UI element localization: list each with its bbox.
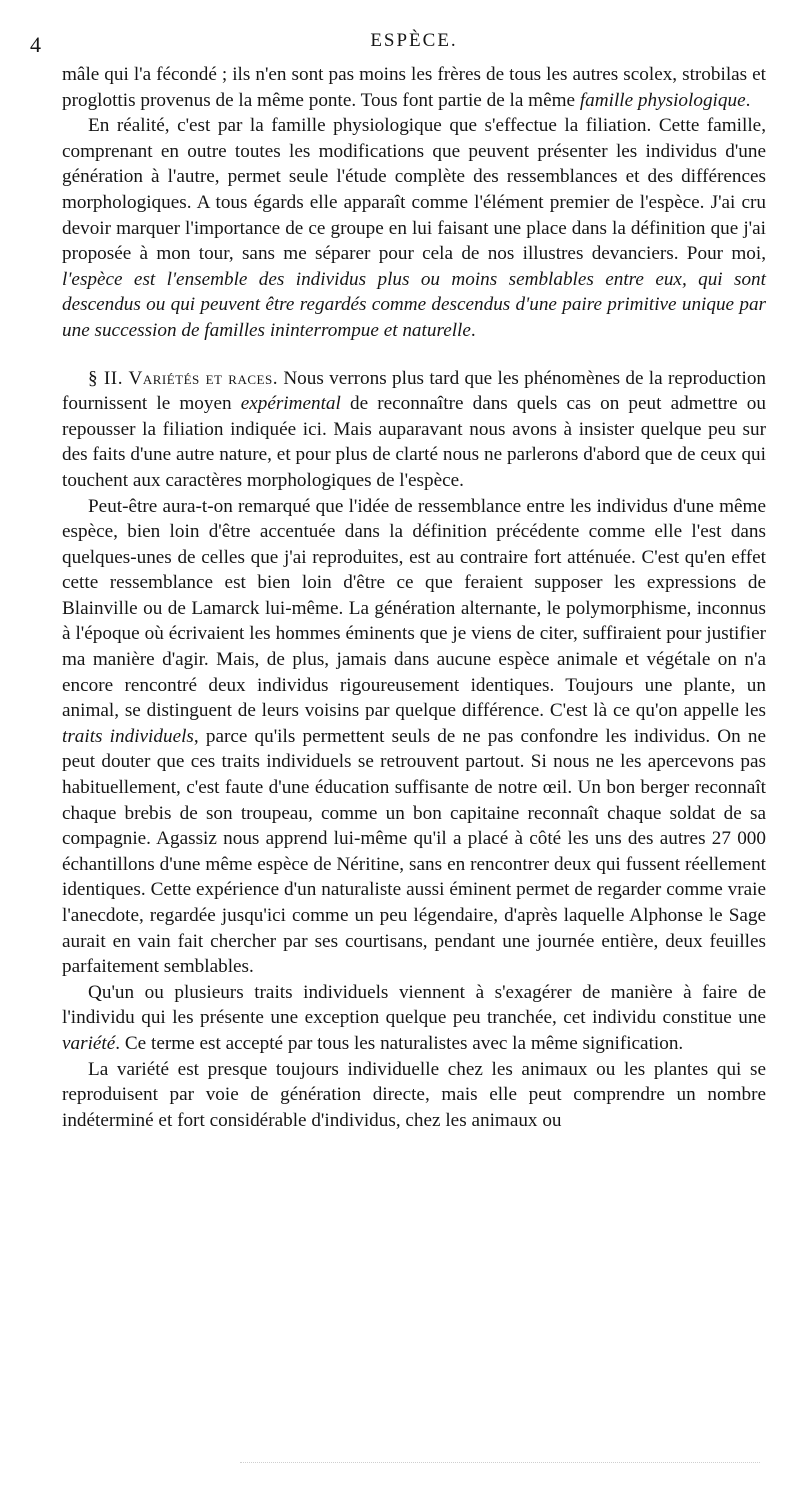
paragraph-3-text-b: de reconnaître dans quels cas on peut admettre ou repousser la filiation indiquée ici. Mais auparavant nous avons à insister quelque peu sur des faits d'une autre nature, et pour plus de clarté nous ne parlerons d'abord que de ceux qui touchent aux caractères morphologiques de l'espèce. bbox=[62, 393, 766, 491]
paragraph-3 bbox=[62, 366, 766, 494]
page-number: 4 bbox=[30, 32, 41, 57]
paragraph-3-text-a: Nous verrons plus tard que les phénomènes de la reproduction fournissent le moyen bbox=[62, 367, 767, 415]
paragraph-5 bbox=[62, 980, 766, 1057]
paragraph-4 bbox=[62, 494, 766, 980]
paragraph-4-text-a: Peut-être aura-t-on remarqué que l'idée de ressemblance entre les individus d'une même espèce, bien loin d'être accentuée dans la définition précédente comme elle l'est dans quelques-unes de celles que j'ai reproduites, est au contraire fort atténuée. C'est qu'en effet cette ressemblance est bien loin d'être ce que feraient supposer les expressions de Blainville ou de Lamarck lui-même. La génération alternante, le polymorphisme, inconnus à l'époque où écrivaient les hommes éminents que je viens de citer, suffiraient pour justifier ma manière d'agir. Mais, de plus, jamais dans aucune espèce animale et végétale on n'a encore rencontré deux individus rigoureusement identiques. Toujours une plante, un animal, se distinguent de leurs voisins par quelque différence. C'est là ce qu'on appelle les bbox=[62, 495, 766, 722]
paragraph-5-italic: variété bbox=[62, 1032, 116, 1054]
paragraph-2-italic-definition: l'espèce est l'ensemble des individus plus ou moins semblables entre eux, qui sont descendus ou qui peuvent être regardés comme descendus d'une paire primitive unique par une succession de familles ininterrompue et naturelle bbox=[62, 268, 766, 341]
paragraph-4-text-b: , parce qu'ils permettent seuls de ne pas confondre les individus. On ne peut douter que ces traits individuels se retrouvent partout. Si nous ne les apercevons pas habituellement, c'est faute d'une éducation suffisante de notre œil. Un bon berger reconnaît chaque brebis de son troupeau, comme un bon capitaine reconnaît chaque soldat de sa compagnie. Agassiz nous apprend lui-même qu'il a placé à côté les uns des autres 27 000 échantillons d'une même espèce de Néritine, sans en rencontrer deux qui fussent réellement identiques. Cette expérience d'un naturaliste aussi éminent permet de regarder comme vraie l'anecdote, regardée jusqu'ici comme un peu légendaire, d'après laquelle Alphonse le Sage aurait en vain fait chercher par ses courtisans, pendant une journée entière, deux feuilles parfaitement semblables. bbox=[62, 725, 767, 978]
book-page bbox=[30, 28, 767, 1133]
paragraph-2-tail: . bbox=[470, 319, 476, 341]
paragraph-6-text: La variété est presque toujours individuelle chez les animaux ou les plantes qui se reproduisent par voie de génération directe, mais elle peut comprendre un nombre indéterminé et fort considérable d'individus, chez les animaux ou bbox=[62, 1058, 766, 1131]
paragraph-1-italic: famille physiologique bbox=[579, 89, 746, 111]
paragraph-4-italic: traits individuels bbox=[62, 725, 194, 747]
paragraph-2 bbox=[62, 113, 766, 343]
paragraph-1 bbox=[62, 62, 766, 113]
running-header bbox=[30, 28, 766, 58]
paragraph-1-text: mâle qui l'a fécondé ; ils n'en sont pas moins les frères de tous les autres scolex, strobilas et proglottis provenus de la même ponte. Tous font partie de la même bbox=[62, 64, 766, 111]
section-heading: § II. Variétés et races. bbox=[88, 367, 278, 389]
paragraph-2-text: En réalité, c'est par la famille physiologique que s'effectue la filiation. Cette famille, comprenant en outre toutes les modifications que peuvent présenter les individus d'une génération à l'autre, permet seule l'étude complète des ressemblances et des différences morphologiques. A tous égards elle apparaît comme l'élément premier de l'espèce. J'ai cru devoir marquer l'importance de ce groupe en lui faisant une place dans la définition que j'ai proposée à mon tour, sans me séparer pour cela de nos illustres devanciers. Pour moi, bbox=[62, 115, 766, 265]
paragraph-5-text: Qu'un ou plusieurs traits individuels viennent à s'exagérer de manière à faire de l'individu qui les présente une exception quelque peu tranchée, cet individu constitue une bbox=[62, 981, 766, 1029]
paragraph-1-tail: . bbox=[745, 89, 751, 111]
scan-noise-line bbox=[240, 1462, 760, 1465]
paragraph-6 bbox=[62, 1057, 766, 1134]
paragraph-5-tail: . Ce terme est accepté par tous les naturalistes avec la même signification. bbox=[115, 1032, 684, 1054]
running-title: ESPÈCE. bbox=[370, 30, 458, 51]
paragraph-3-italic: expérimental bbox=[240, 393, 341, 415]
body-text bbox=[62, 62, 766, 1133]
